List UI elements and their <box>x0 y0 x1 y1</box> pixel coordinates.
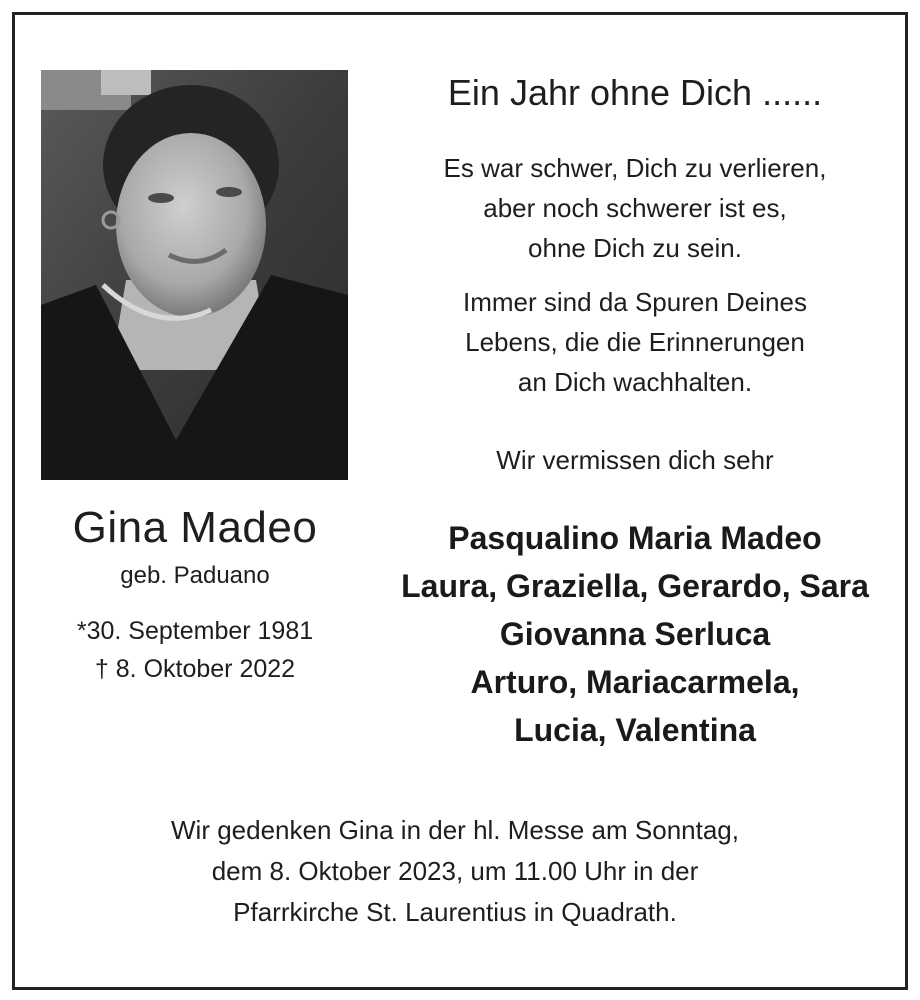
memorial-mass-notice <box>30 810 880 933</box>
poem-line: ohne Dich zu sein. <box>528 233 742 263</box>
poem-stanza-2 <box>380 282 890 402</box>
maiden-name: geb. Paduano <box>120 562 270 589</box>
poem-line: an Dich wachhalten. <box>517 367 753 397</box>
footer-line: Wir gedenken Gina in der hl. Messe am Sonntag, <box>171 815 739 845</box>
family-line: Lucia, Valentina <box>514 712 756 748</box>
footer-line: Pfarrkirche St. Laurentius in Quadrath. <box>233 897 677 927</box>
poem-line: Immer sind da Spuren Deines <box>463 287 807 317</box>
portrait-photo <box>41 70 348 480</box>
family-line: Arturo, Mariacarmela, <box>470 664 800 700</box>
family-line: Pasqualino Maria Madeo <box>448 520 822 556</box>
poem-line: aber noch schwerer ist es, <box>483 193 787 223</box>
footer-line: dem 8. Oktober 2023, um 11.00 Uhr in der <box>211 856 699 886</box>
poem-line: Lebens, die die Erinnerungen <box>465 327 805 357</box>
notice-heading: Ein Jahr ohne Dich ...... <box>447 72 823 113</box>
poem-stanza-1 <box>380 148 890 268</box>
family-line: Giovanna Serluca <box>499 616 771 652</box>
deceased-name: Gina Madeo <box>72 503 318 552</box>
miss-line: Wir vermissen dich sehr <box>496 445 774 475</box>
birth-date: *30. September 1981 <box>76 617 314 645</box>
poem-line: Es war schwer, Dich zu verlieren, <box>443 153 827 183</box>
family-line: Laura, Graziella, Gerardo, Sara <box>401 568 869 604</box>
portrait-image <box>41 70 348 480</box>
family-names <box>380 514 890 754</box>
death-date: † 8. Oktober 2022 <box>94 655 296 683</box>
